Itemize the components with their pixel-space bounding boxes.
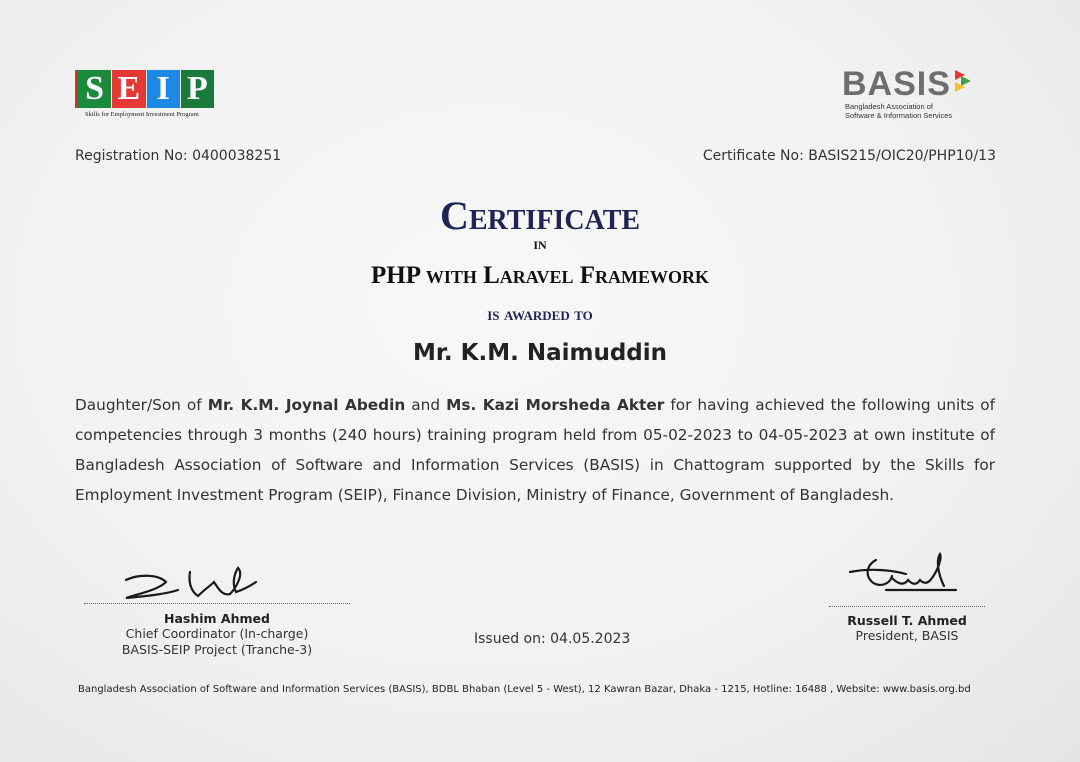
recipient-name: Mr. K.M. Naimuddin — [412, 340, 668, 366]
basis-word: BASIS — [842, 65, 951, 103]
seip-letter-s: S — [78, 70, 111, 108]
signer-right-role: President, BASIS — [855, 628, 959, 643]
basis-line-1: Bangladesh Association of — [845, 102, 933, 111]
footer-address: Bangladesh Association of Software and Information Services (BASIS), BDBL Bhaban (Level 5 - West), 12 Kawran Bazar, Dhaka - 1215, Hotline: 16488 , Website: www.basis.org.bd — [78, 684, 971, 695]
certificate-body — [75, 390, 995, 510]
certificate-title: Certificate — [439, 193, 641, 238]
signature-line-left — [84, 603, 350, 604]
signature-left — [118, 560, 268, 606]
seip-letter-e: E — [112, 70, 145, 108]
certificate-number: Certificate No: BASIS215/OIC20/PHP10/13 — [702, 148, 996, 164]
basis-arrow-icon — [953, 68, 973, 94]
signer-right-name: Russell T. Ahmed — [847, 613, 967, 628]
signature-line-right — [829, 606, 985, 607]
seip-letter-i: I — [147, 70, 180, 108]
mother-name: Ms. Kazi Morsheda Akter — [446, 396, 665, 414]
certificate-in: in — [533, 234, 547, 253]
seip-letter-p: P — [181, 70, 214, 108]
signer-left-role: Chief Coordinator (In-charge) — [125, 626, 309, 641]
seip-letters — [75, 70, 215, 108]
seip-logo — [75, 70, 215, 122]
registration-number: Registration No: 0400038251 — [75, 148, 282, 164]
father-name: Mr. K.M. Joynal Abedin — [207, 396, 406, 414]
seip-subtitle: Skills for Employment Investment Program — [85, 111, 199, 118]
body-text: for having achieved the following units of competencies through 3 months (240 hours) training program held from 05-02-2023 to 04-05-2023 at own institute of Bangladesh Association of Software and Information Services (BASIS) in Chattogram supported by the Skills for Employment Investment Program (SEIP), Finance Division, Ministry of Finance, Government of Bangladesh. — [75, 396, 995, 504]
signature-right — [846, 550, 966, 600]
awarded-to: is awarded to — [487, 304, 593, 324]
course-name: PHP with Laravel Framework — [371, 262, 709, 289]
issued-date: Issued on: 04.05.2023 — [474, 631, 631, 647]
basis-wordmark — [842, 66, 1002, 102]
signer-left-project: BASIS-SEIP Project (Tranche-3) — [121, 642, 313, 657]
basis-logo — [842, 66, 1002, 126]
basis-line-2: Software & Information Services — [845, 111, 953, 120]
signer-left-name: Hashim Ahmed — [164, 611, 270, 626]
body-prefix: Daughter/Son of — [75, 396, 208, 414]
body-and: and — [405, 396, 447, 414]
